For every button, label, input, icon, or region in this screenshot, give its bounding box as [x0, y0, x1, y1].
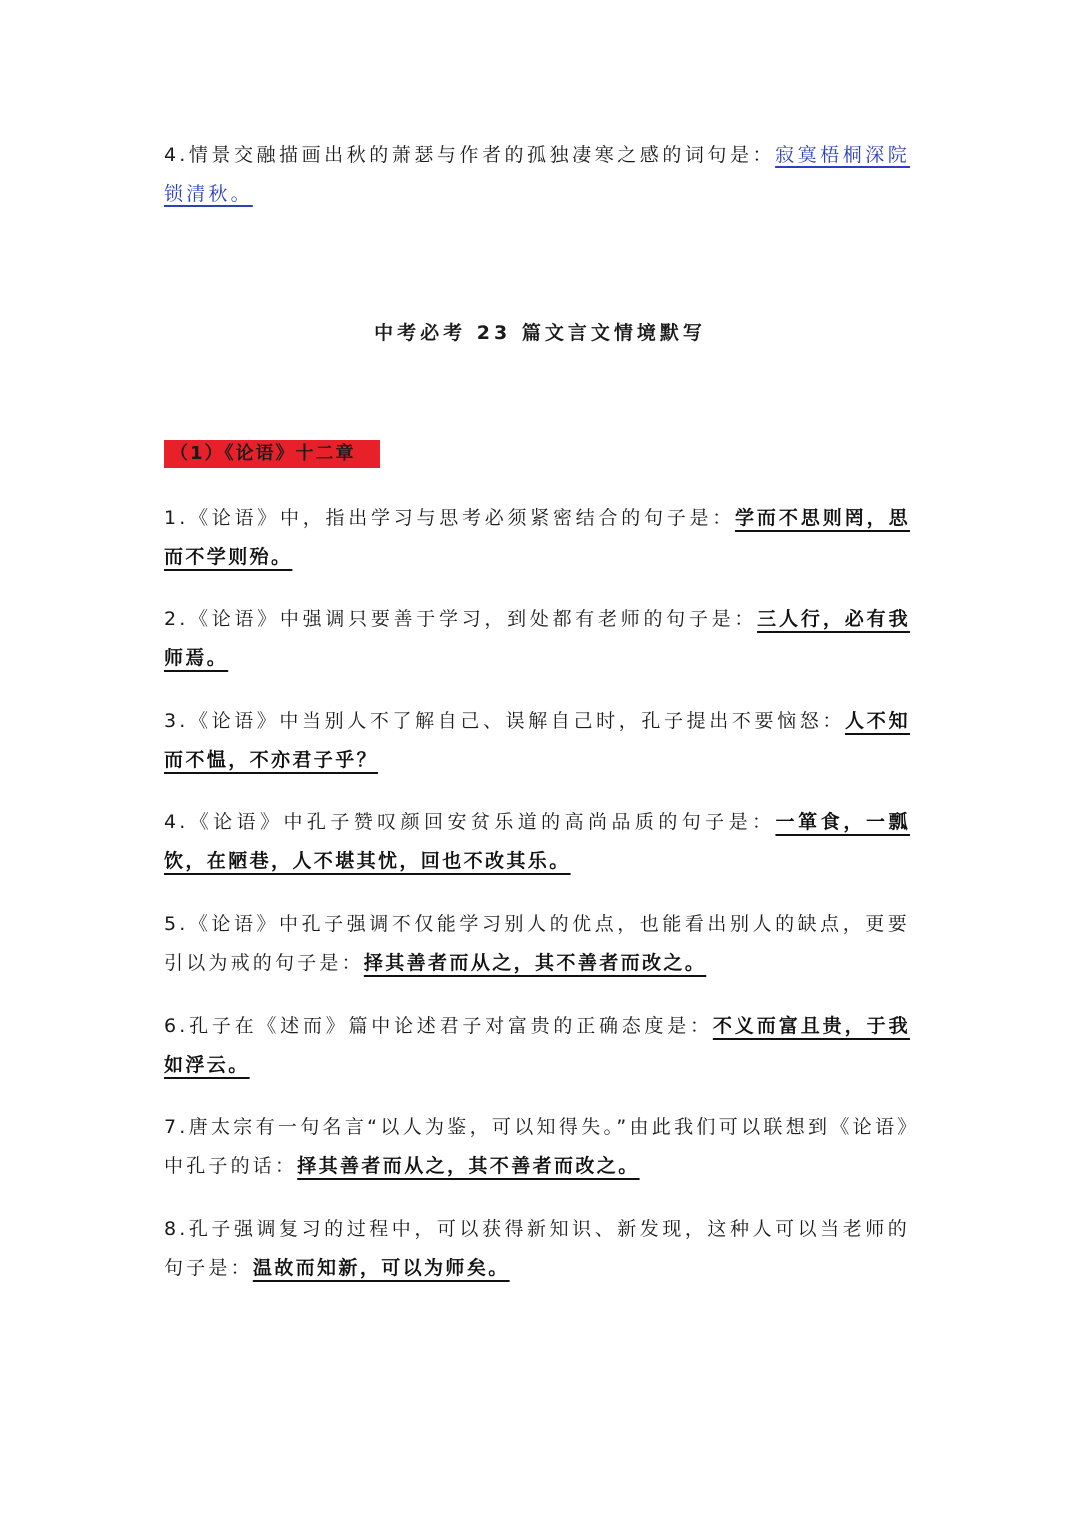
answer-text: 三人行，必有我师焉。: [164, 608, 911, 669]
question-item-3: [164, 702, 910, 780]
answer-text: 学而不思则罔，思而不学则殆。: [164, 507, 910, 568]
question-text: 2.《论语》中强调只要善于学习，到处都有老师的句子是：: [164, 608, 758, 630]
answer-text: 不义而富且贵，于我如浮云。: [164, 1015, 910, 1076]
answer-text: 一箪食，一瓢饮，在陋巷，人不堪其忧，回也不改其乐。: [164, 811, 910, 872]
question-text: 1.《论语》中，指出学习与思考必须紧密结合的句子是：: [164, 507, 735, 529]
intro-question-text: 4.情景交融描画出秋的萧瑟与作者的孤独凄寒之感的词句是：: [164, 144, 776, 166]
question-item-4: [164, 803, 910, 881]
question-item-8: [164, 1210, 910, 1288]
answer-text: 择其善者而从之，其不善者而改之。: [297, 1155, 640, 1177]
question-text: 4.《论语》中孔子赞叹颜回安贫乐道的高尚品质的句子是：: [164, 811, 776, 833]
question-text: 8.孔子强调复习的过程中，可以获得新知识、新发现，这种人可以当老师的句子是：: [164, 1218, 910, 1279]
question-text: 3.《论语》中当别人不了解自己、误解自己时，孔子提出不要恼怒：: [164, 710, 845, 732]
question-text: 7.唐太宗有一句名言“以人为鉴，可以知得失。”由此我们可以联想到《论语》中孔子的话：: [164, 1116, 910, 1177]
answer-text: 择其善者而从之，其不善者而改之。: [363, 952, 707, 974]
question-item-2: [164, 600, 910, 678]
answer-text: 温故而知新，可以为师矣。: [252, 1257, 510, 1279]
page-heading: 中考必考 23 篇文言文情境默写: [374, 322, 706, 344]
intro-answer-link[interactable]: 寂寞梧桐深院锁清秋。: [164, 144, 911, 205]
question-text: 5.《论语》中孔子强调不仅能学习别人的优点，也能看出别人的缺点，更要引以为戒的句子是：: [164, 913, 910, 974]
question-item-7: [164, 1108, 910, 1186]
answer-text: 人不知而不愠，不亦君子乎？: [164, 710, 910, 771]
question-item-1: [164, 499, 910, 577]
question-item-5: [164, 905, 910, 983]
section-badge: （1）《论语》十二章: [164, 440, 380, 468]
intro-question-item: [164, 136, 910, 214]
question-text: 6.孔子在《述而》篇中论述君子对富贵的正确态度是：: [164, 1015, 713, 1037]
question-item-6: [164, 1007, 910, 1085]
